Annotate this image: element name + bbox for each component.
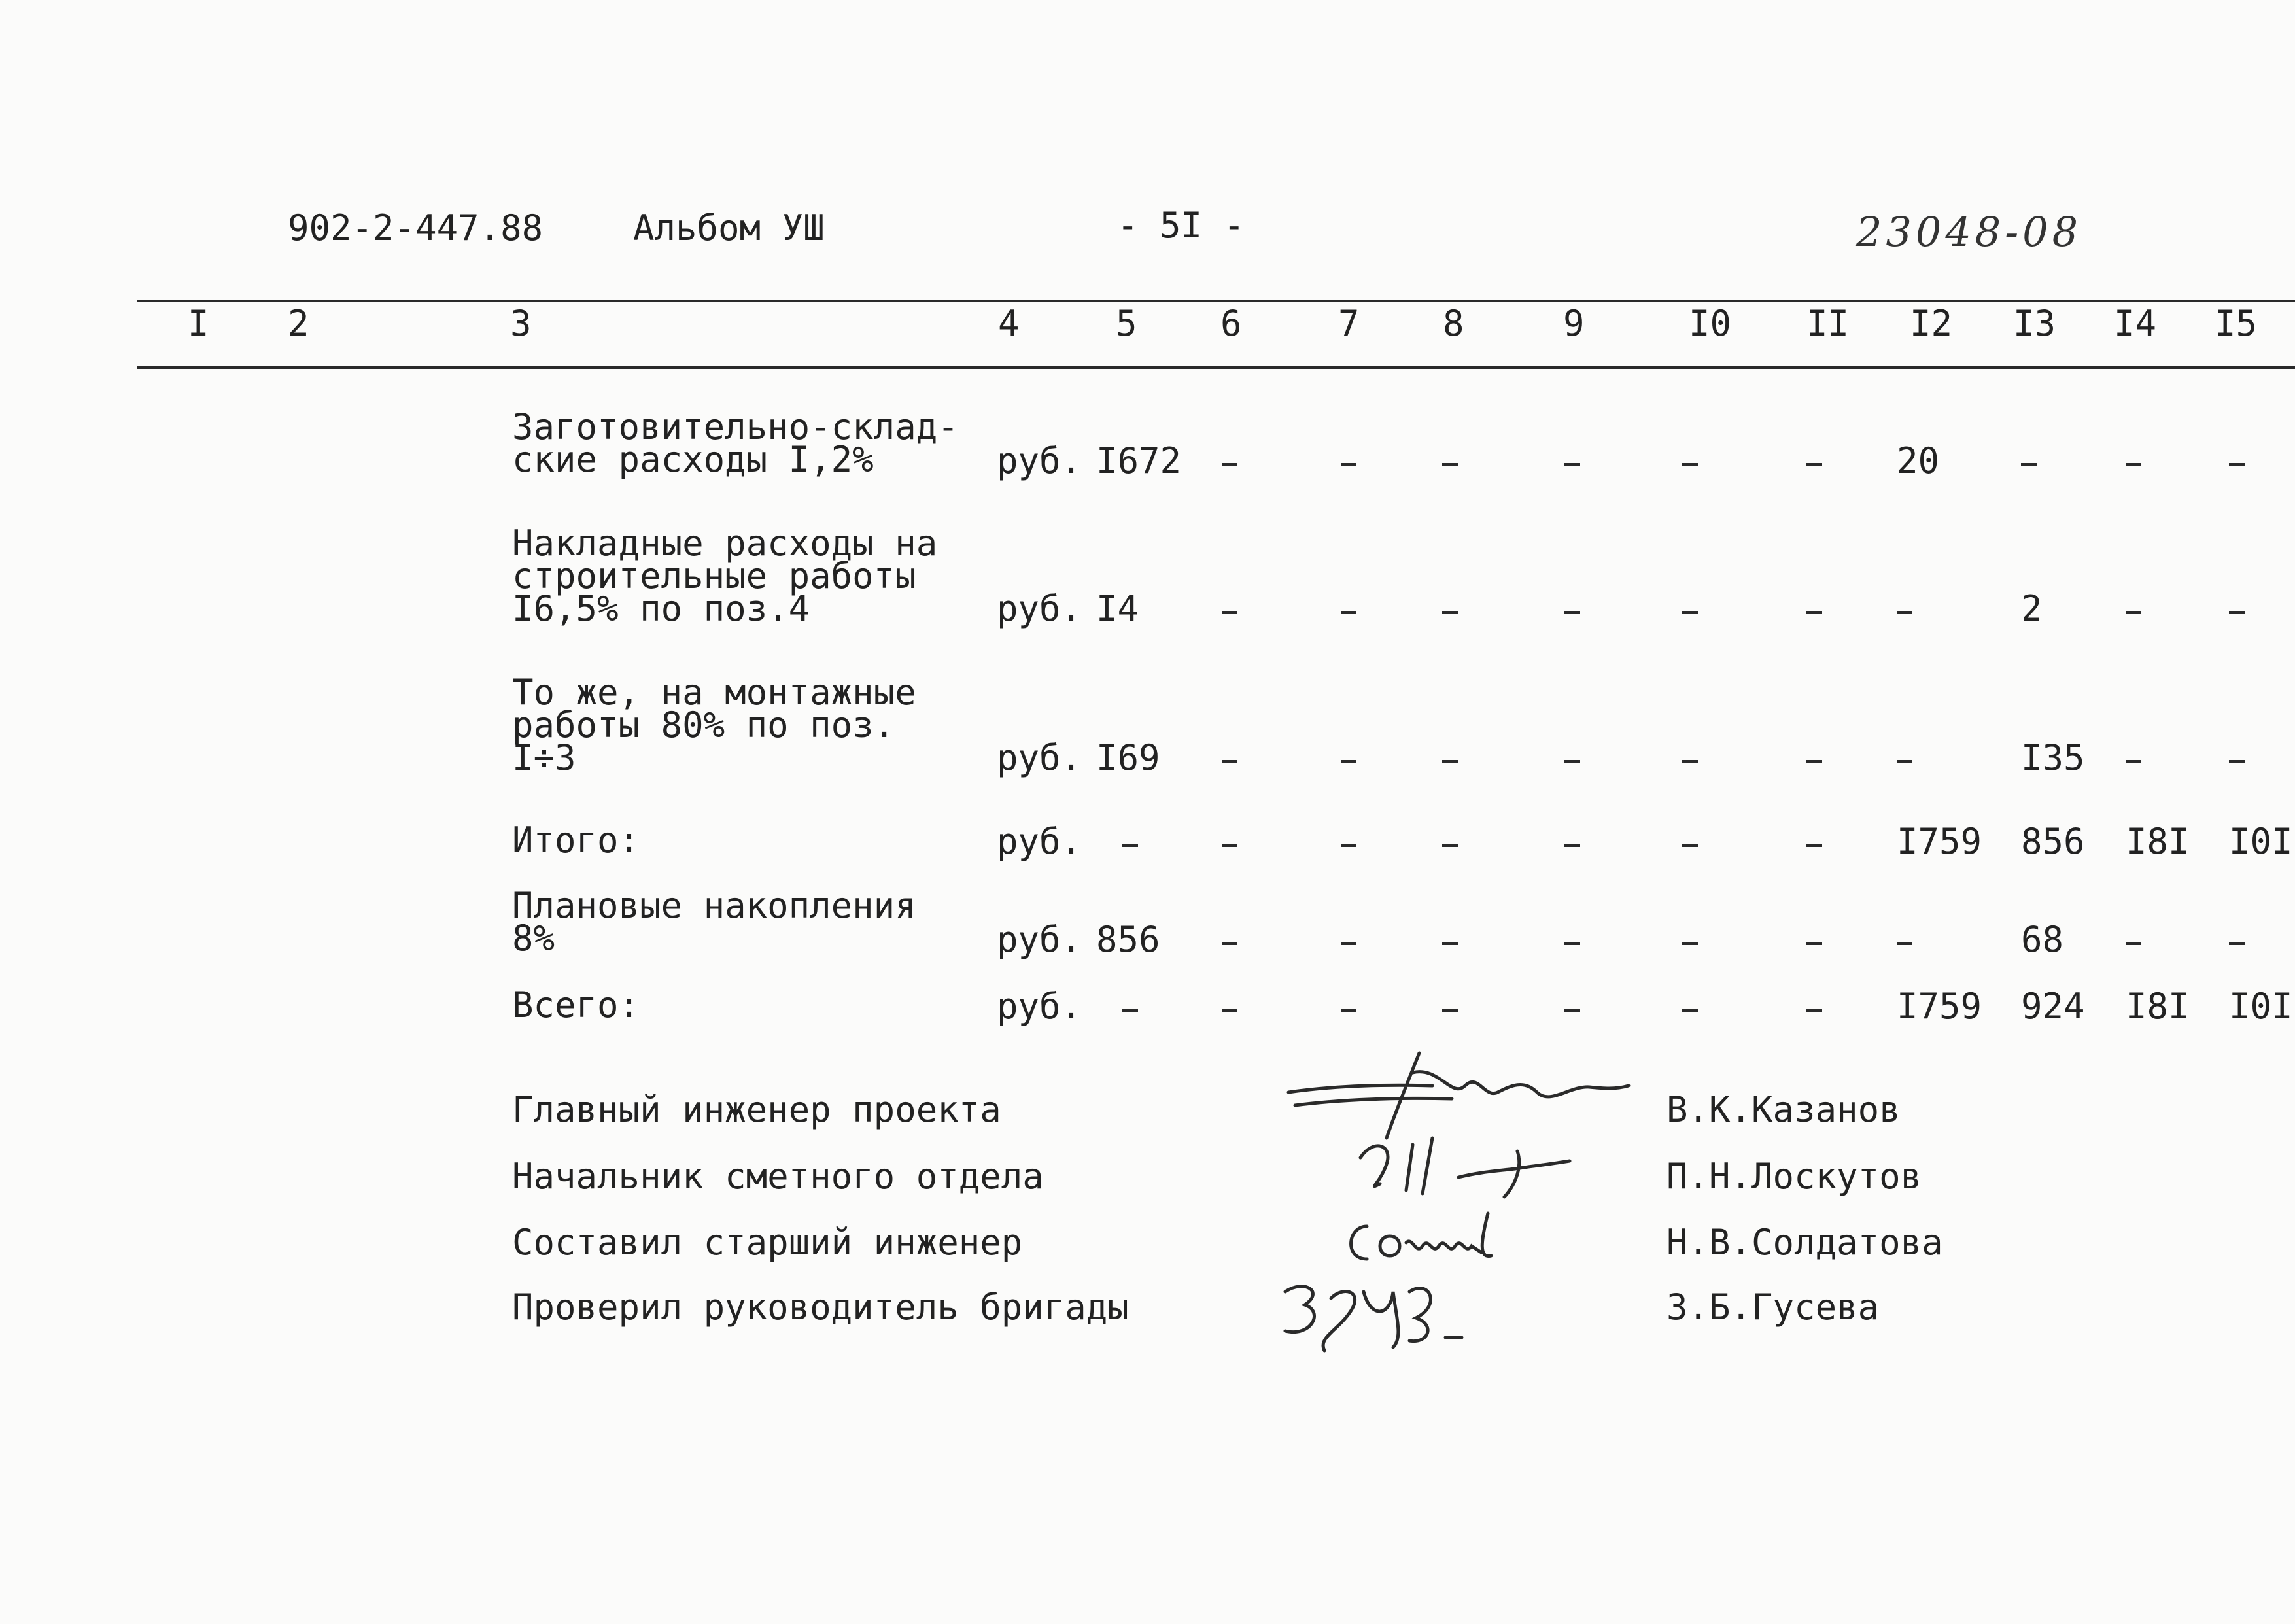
column-number: 6 xyxy=(1220,303,1242,344)
empty-cell-dash xyxy=(1341,942,1356,945)
value-cell: I759 xyxy=(1897,986,1982,1027)
empty-cell-dash xyxy=(1806,844,1822,847)
empty-cell-dash xyxy=(1897,760,1912,763)
column-number: 7 xyxy=(1338,303,1360,344)
empty-cell-dash xyxy=(1564,463,1580,466)
empty-cell-dash xyxy=(1122,844,1138,847)
empty-cell-dash xyxy=(1682,760,1698,763)
column-number: I2 xyxy=(1910,303,1953,344)
signature-role: Составил старший инженер xyxy=(512,1222,1023,1263)
empty-cell-dash xyxy=(1341,760,1356,763)
empty-cell-dash xyxy=(1564,611,1580,614)
value-cell: I0I xyxy=(2229,821,2293,862)
empty-cell-dash xyxy=(1341,1009,1356,1012)
empty-cell-dash xyxy=(1806,1009,1822,1012)
empty-cell-dash xyxy=(1442,844,1458,847)
row-unit: руб. xyxy=(997,737,1082,778)
row-description: Плановые накопления 8% xyxy=(512,885,916,959)
empty-cell-dash xyxy=(2229,760,2245,763)
table-top-rule xyxy=(137,300,2295,302)
value-cell: I35 xyxy=(2021,737,2085,778)
value-cell: 68 xyxy=(2021,919,2064,960)
empty-cell-dash xyxy=(1806,760,1822,763)
column-number: 2 xyxy=(288,303,309,344)
column-number: 8 xyxy=(1443,303,1464,344)
row-description: Заготовительно-склад- ские расходы I,2% xyxy=(512,406,959,480)
empty-cell-dash xyxy=(1122,1009,1138,1012)
empty-cell-dash xyxy=(1341,463,1356,466)
empty-cell-dash xyxy=(1897,942,1912,945)
inventory-number-handwritten: 23048-08 xyxy=(1856,208,2082,256)
row-unit: руб. xyxy=(997,588,1082,629)
column-number: I4 xyxy=(2114,303,2157,344)
row-description: Итого: xyxy=(512,820,640,861)
empty-cell-dash xyxy=(1341,844,1356,847)
row-unit: руб. xyxy=(997,821,1082,862)
signature-name: П.Н.Лоскутов xyxy=(1666,1156,1922,1197)
empty-cell-dash xyxy=(2229,463,2245,466)
row-description: Всего: xyxy=(512,984,640,1026)
empty-cell-dash xyxy=(1564,844,1580,847)
column-number: I5 xyxy=(2215,303,2258,344)
empty-cell-dash xyxy=(1682,611,1698,614)
empty-cell-dash xyxy=(1341,611,1356,614)
empty-cell-dash xyxy=(2229,942,2245,945)
table-header-rule xyxy=(137,366,2295,369)
empty-cell-dash xyxy=(2021,463,2037,466)
column-number: I3 xyxy=(2013,303,2056,344)
empty-cell-dash xyxy=(1442,463,1458,466)
column-number: II xyxy=(1806,303,1850,344)
empty-cell-dash xyxy=(2126,463,2141,466)
document-code: 902-2-447.88 xyxy=(288,207,544,249)
empty-cell-dash xyxy=(2126,611,2141,614)
empty-cell-dash xyxy=(1806,611,1822,614)
value-cell: 856 xyxy=(2021,821,2085,862)
empty-cell-dash xyxy=(1222,760,1237,763)
empty-cell-dash xyxy=(1222,463,1237,466)
value-cell: 2 xyxy=(2021,588,2043,629)
column-number: I0 xyxy=(1689,303,1732,344)
signature-name: В.К.Казанов xyxy=(1666,1089,1901,1130)
empty-cell-dash xyxy=(1222,1009,1237,1012)
page-number: - 5I - xyxy=(1117,205,1245,246)
value-cell: I69 xyxy=(1096,737,1160,778)
empty-cell-dash xyxy=(1682,844,1698,847)
column-number: 9 xyxy=(1563,303,1585,344)
empty-cell-dash xyxy=(1442,942,1458,945)
album-label: Альбом УШ xyxy=(633,207,825,249)
signature-name: Н.В.Солдатова xyxy=(1666,1222,1943,1263)
empty-cell-dash xyxy=(1806,463,1822,466)
signature-guseva xyxy=(1279,1266,1475,1357)
value-cell: I4 xyxy=(1096,588,1139,629)
column-number: 4 xyxy=(998,303,1020,344)
empty-cell-dash xyxy=(1442,611,1458,614)
column-number: I xyxy=(188,303,209,344)
empty-cell-dash xyxy=(1222,844,1237,847)
empty-cell-dash xyxy=(1682,1009,1698,1012)
empty-cell-dash xyxy=(1564,760,1580,763)
empty-cell-dash xyxy=(1564,942,1580,945)
empty-cell-dash xyxy=(1682,942,1698,945)
empty-cell-dash xyxy=(2126,942,2141,945)
signature-role: Главный инженер проекта xyxy=(512,1089,1001,1130)
column-number: 5 xyxy=(1116,303,1137,344)
empty-cell-dash xyxy=(1897,611,1912,614)
signature-kazanov xyxy=(1282,1046,1635,1145)
value-cell: I0I xyxy=(2229,986,2293,1027)
value-cell: I8I xyxy=(2126,821,2190,862)
row-unit: руб. xyxy=(997,919,1082,960)
empty-cell-dash xyxy=(2126,760,2141,763)
value-cell: I672 xyxy=(1096,440,1182,481)
empty-cell-dash xyxy=(1222,942,1237,945)
signature-role: Проверил руководитель бригады xyxy=(512,1287,1129,1328)
empty-cell-dash xyxy=(2229,611,2245,614)
empty-cell-dash xyxy=(1564,1009,1580,1012)
value-cell: 856 xyxy=(1096,919,1160,960)
empty-cell-dash xyxy=(1682,463,1698,466)
empty-cell-dash xyxy=(1806,942,1822,945)
signature-name: З.Б.Гусева xyxy=(1666,1287,1880,1328)
empty-cell-dash xyxy=(1442,760,1458,763)
column-number: 3 xyxy=(510,303,532,344)
signature-loskutov xyxy=(1354,1132,1589,1203)
empty-cell-dash xyxy=(1222,611,1237,614)
value-cell: 20 xyxy=(1897,440,1940,481)
value-cell: I8I xyxy=(2126,986,2190,1027)
row-description: То же, на монтажные работы 80% по поз. I÷3 xyxy=(512,672,916,778)
row-unit: руб. xyxy=(997,440,1082,481)
row-description: Накладные расходы на строительные работы I6,5% по поз.4 xyxy=(512,523,938,629)
value-cell: 924 xyxy=(2021,986,2085,1027)
value-cell: I759 xyxy=(1897,821,1982,862)
row-unit: руб. xyxy=(997,986,1082,1027)
empty-cell-dash xyxy=(1442,1009,1458,1012)
signature-role: Начальник сметного отдела xyxy=(512,1156,1044,1197)
